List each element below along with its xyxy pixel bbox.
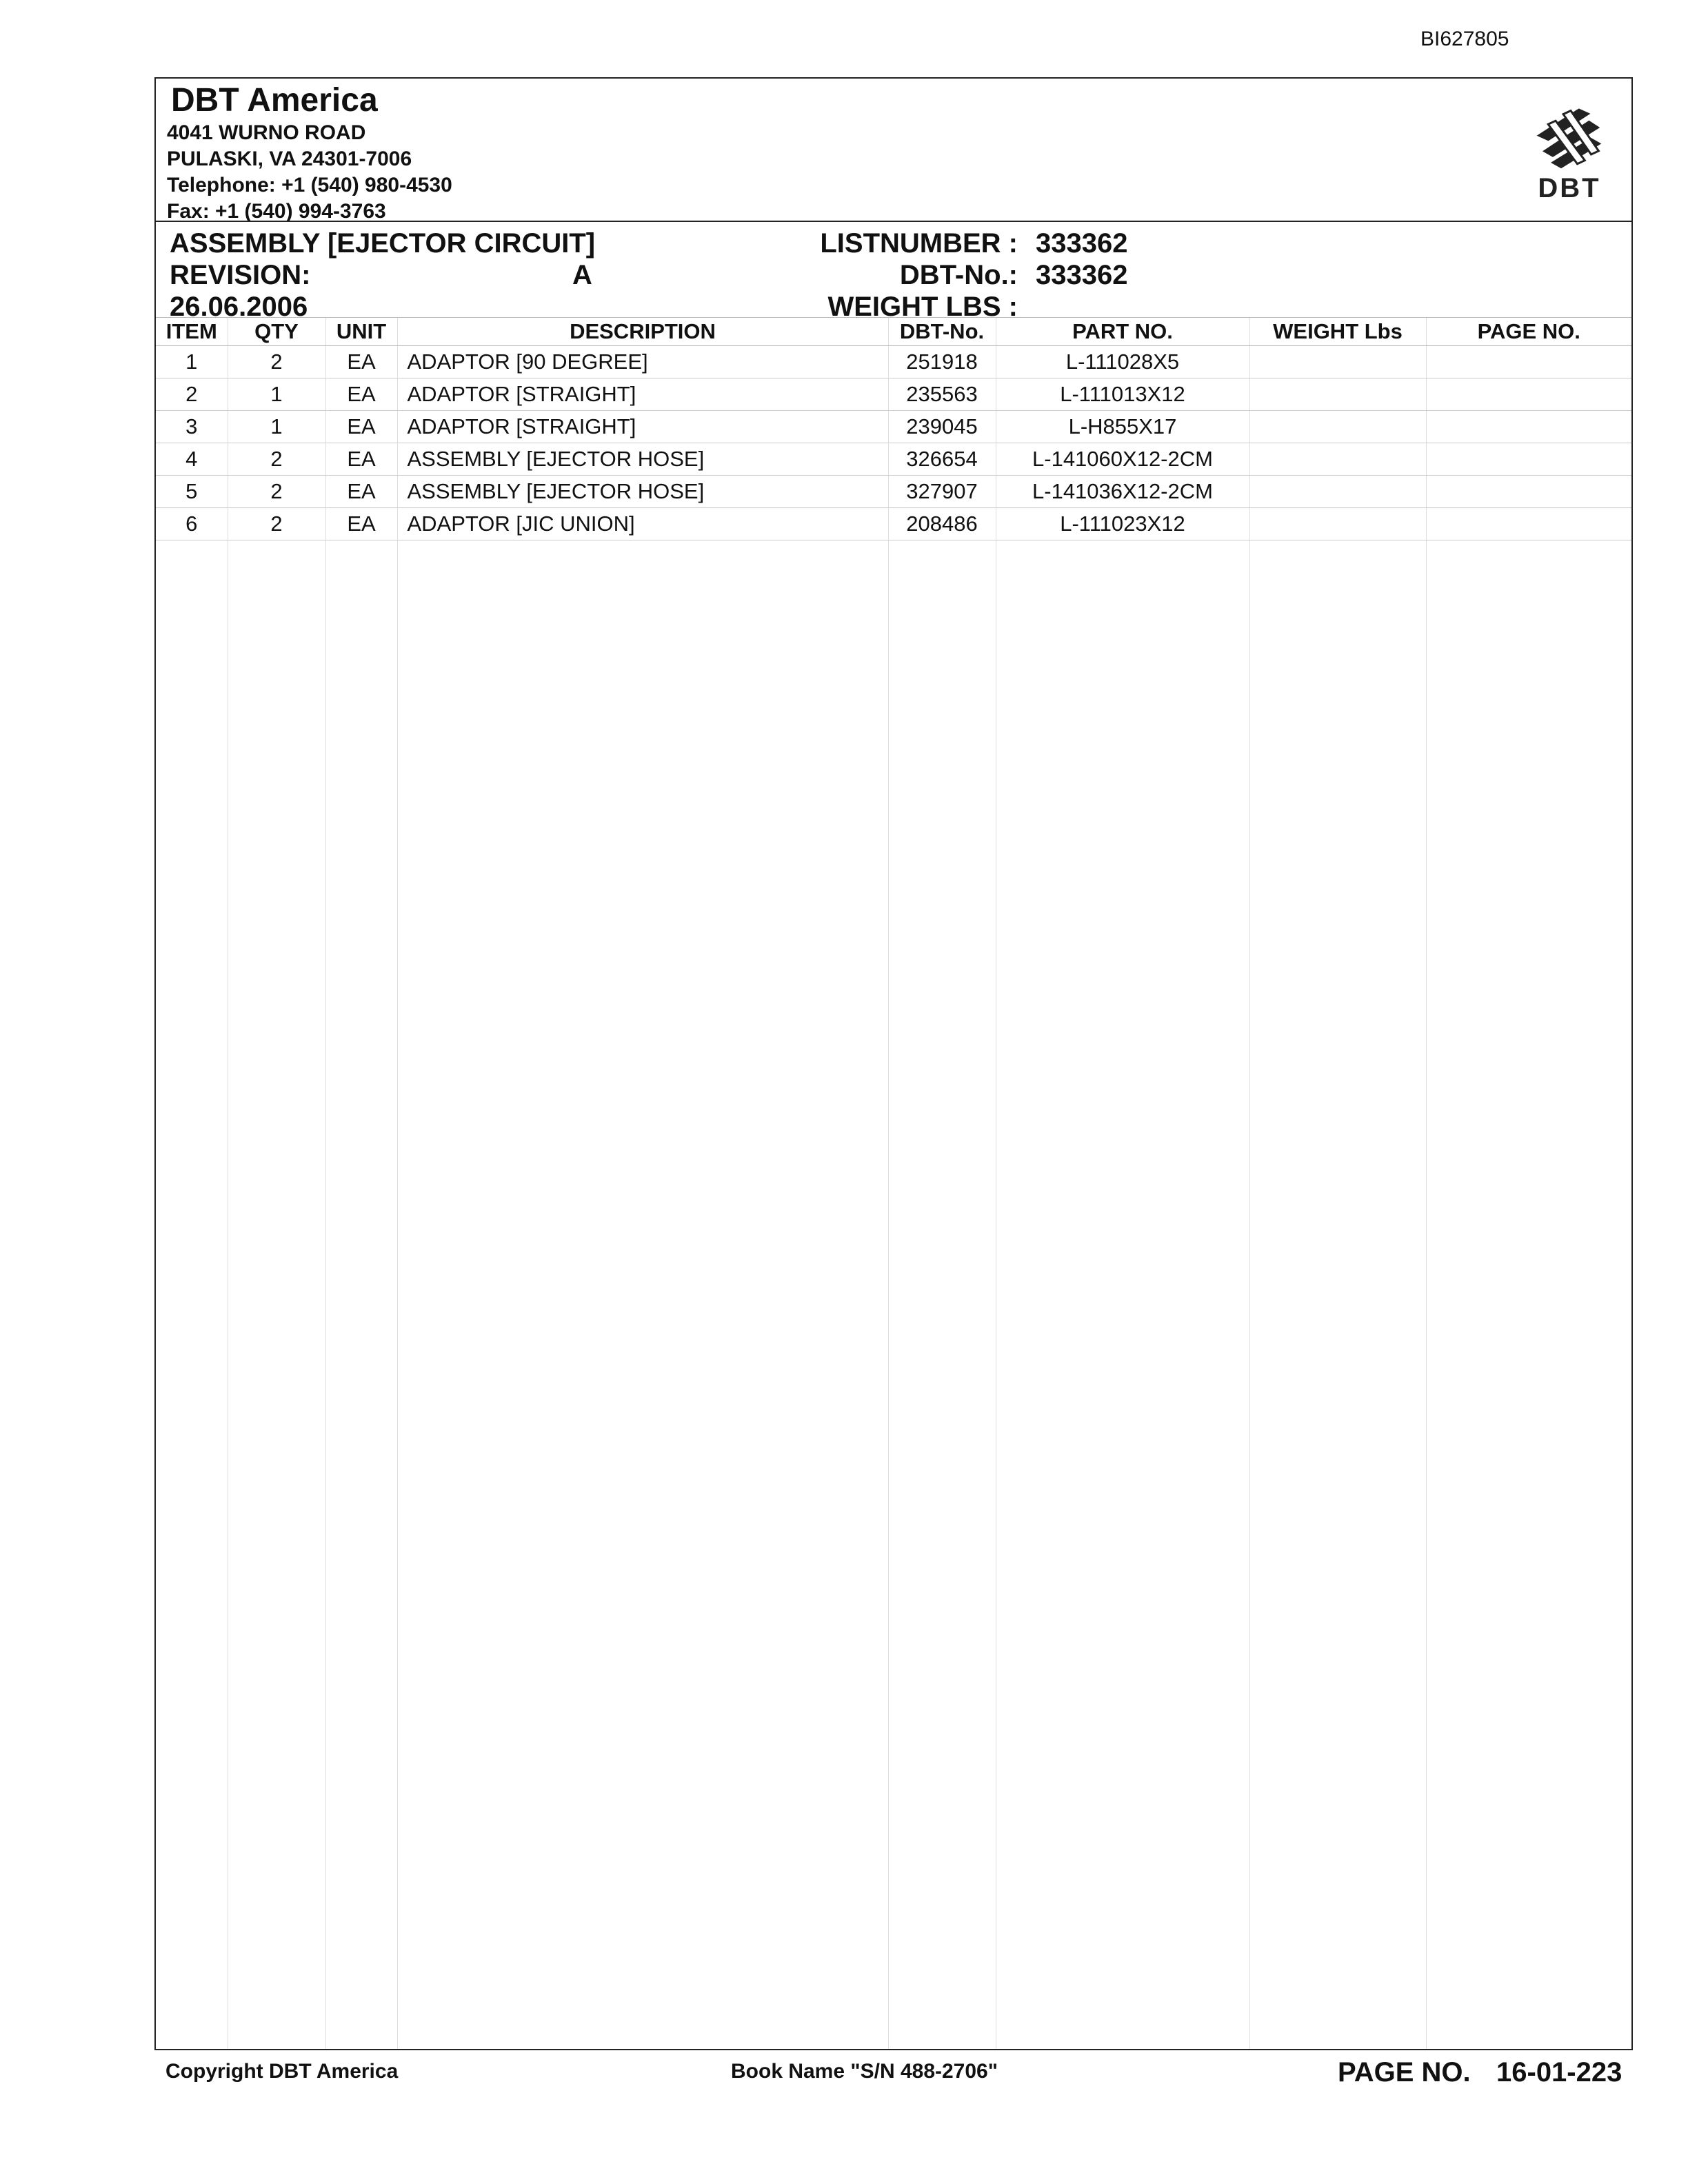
cell-dbt-no: 251918 [888, 346, 996, 378]
revision-value: A [572, 260, 592, 290]
cell-page-no [1426, 443, 1631, 476]
cell-weight [1249, 411, 1426, 443]
column-guide [397, 317, 398, 2049]
cell-weight [1249, 508, 1426, 540]
cell-item: 1 [156, 346, 228, 378]
column-guide [1249, 317, 1250, 2049]
table-row [156, 443, 1631, 476]
cell-description: ASSEMBLY [EJECTOR HOSE] [397, 443, 888, 476]
weight-label: WEIGHT LBS : [827, 292, 1018, 322]
cell-item: 2 [156, 378, 228, 411]
cell-unit: EA [325, 411, 397, 443]
company-address-line2: PULASKI, VA 24301-7006 [167, 148, 412, 170]
cell-description: ASSEMBLY [EJECTOR HOSE] [397, 476, 888, 508]
assembly-title: ASSEMBLY [EJECTOR CIRCUIT] [170, 228, 596, 259]
header-item: ITEM [156, 318, 228, 346]
cell-description: ADAPTOR [STRAIGHT] [397, 411, 888, 443]
page-footer [154, 2050, 1633, 2092]
cell-description: ADAPTOR [STRAIGHT] [397, 378, 888, 411]
cell-item: 3 [156, 411, 228, 443]
cell-dbt-no: 327907 [888, 476, 996, 508]
cell-part-no: L-H855X17 [996, 411, 1249, 443]
copyright-text: Copyright DBT America [165, 2060, 399, 2083]
table-header-row [156, 318, 1631, 346]
header-weight: WEIGHT Lbs [1249, 318, 1426, 346]
table-row [156, 508, 1631, 540]
column-guide [888, 317, 889, 2049]
revision-label: REVISION: [170, 260, 311, 290]
header-dbt-no: DBT-No. [888, 318, 996, 346]
table-row [156, 411, 1631, 443]
cell-unit: EA [325, 346, 397, 378]
parts-list-frame [154, 77, 1633, 2050]
cell-unit: EA [325, 508, 397, 540]
cell-unit: EA [325, 443, 397, 476]
cell-weight [1249, 378, 1426, 411]
cell-description: ADAPTOR [JIC UNION] [397, 508, 888, 540]
cell-page-no [1426, 346, 1631, 378]
cell-qty: 2 [228, 346, 325, 378]
page-number-label: PAGE NO. [1338, 2057, 1471, 2087]
dbt-logo-icon [1528, 99, 1611, 203]
cell-qty: 2 [228, 508, 325, 540]
column-guide [325, 317, 326, 2049]
cell-item: 6 [156, 508, 228, 540]
listnumber-label: LISTNUMBER : [820, 228, 1018, 259]
document-date: 26.06.2006 [170, 292, 308, 322]
document-id: BI627805 [1420, 28, 1509, 50]
cell-weight [1249, 476, 1426, 508]
cell-item: 4 [156, 443, 228, 476]
company-block [167, 81, 452, 225]
cell-description: ADAPTOR [90 DEGREE] [397, 346, 888, 378]
cell-part-no: L-111028X5 [996, 346, 1249, 378]
column-guides [156, 317, 1631, 2049]
cell-dbt-no: 239045 [888, 411, 996, 443]
logo-text: DBT [1538, 173, 1601, 203]
listnumber-value: 333362 [1036, 228, 1128, 259]
cell-unit: EA [325, 378, 397, 411]
table-row [156, 476, 1631, 508]
parts-table [156, 317, 1631, 540]
cell-item: 5 [156, 476, 228, 508]
dbt-no-value: 333362 [1036, 260, 1128, 290]
company-telephone: Telephone: +1 (540) 980-4530 [167, 174, 452, 196]
cell-qty: 1 [228, 411, 325, 443]
cell-qty: 2 [228, 443, 325, 476]
company-fax: Fax: +1 (540) 994-3763 [167, 200, 386, 223]
cell-dbt-no: 326654 [888, 443, 996, 476]
cell-weight [1249, 346, 1426, 378]
cell-qty: 1 [228, 378, 325, 411]
cell-weight [1249, 443, 1426, 476]
header-unit: UNIT [325, 318, 397, 346]
header-part-no: PART NO. [996, 318, 1249, 346]
cell-dbt-no: 235563 [888, 378, 996, 411]
header-page-no: PAGE NO. [1426, 318, 1631, 346]
company-name: DBT America [171, 82, 378, 119]
page-number-value: 16-01-223 [1496, 2057, 1622, 2087]
cell-page-no [1426, 378, 1631, 411]
column-guide [1426, 317, 1427, 2049]
dbt-no-label: DBT-No.: [899, 260, 1018, 290]
cell-page-no [1426, 508, 1631, 540]
cell-part-no: L-111013X12 [996, 378, 1249, 411]
header-qty: QTY [228, 318, 325, 346]
cell-unit: EA [325, 476, 397, 508]
table-row [156, 378, 1631, 411]
cell-page-no [1426, 476, 1631, 508]
cell-page-no [1426, 411, 1631, 443]
cell-part-no: L-111023X12 [996, 508, 1249, 540]
cell-part-no: L-141060X12-2CM [996, 443, 1249, 476]
table-row [156, 346, 1631, 378]
company-address-line1: 4041 WURNO ROAD [167, 121, 366, 144]
book-name: Book Name "S/N 488-2706" [731, 2060, 998, 2083]
cell-part-no: L-141036X12-2CM [996, 476, 1249, 508]
cell-dbt-no: 208486 [888, 508, 996, 540]
cell-qty: 2 [228, 476, 325, 508]
header-description: DESCRIPTION [397, 318, 888, 346]
